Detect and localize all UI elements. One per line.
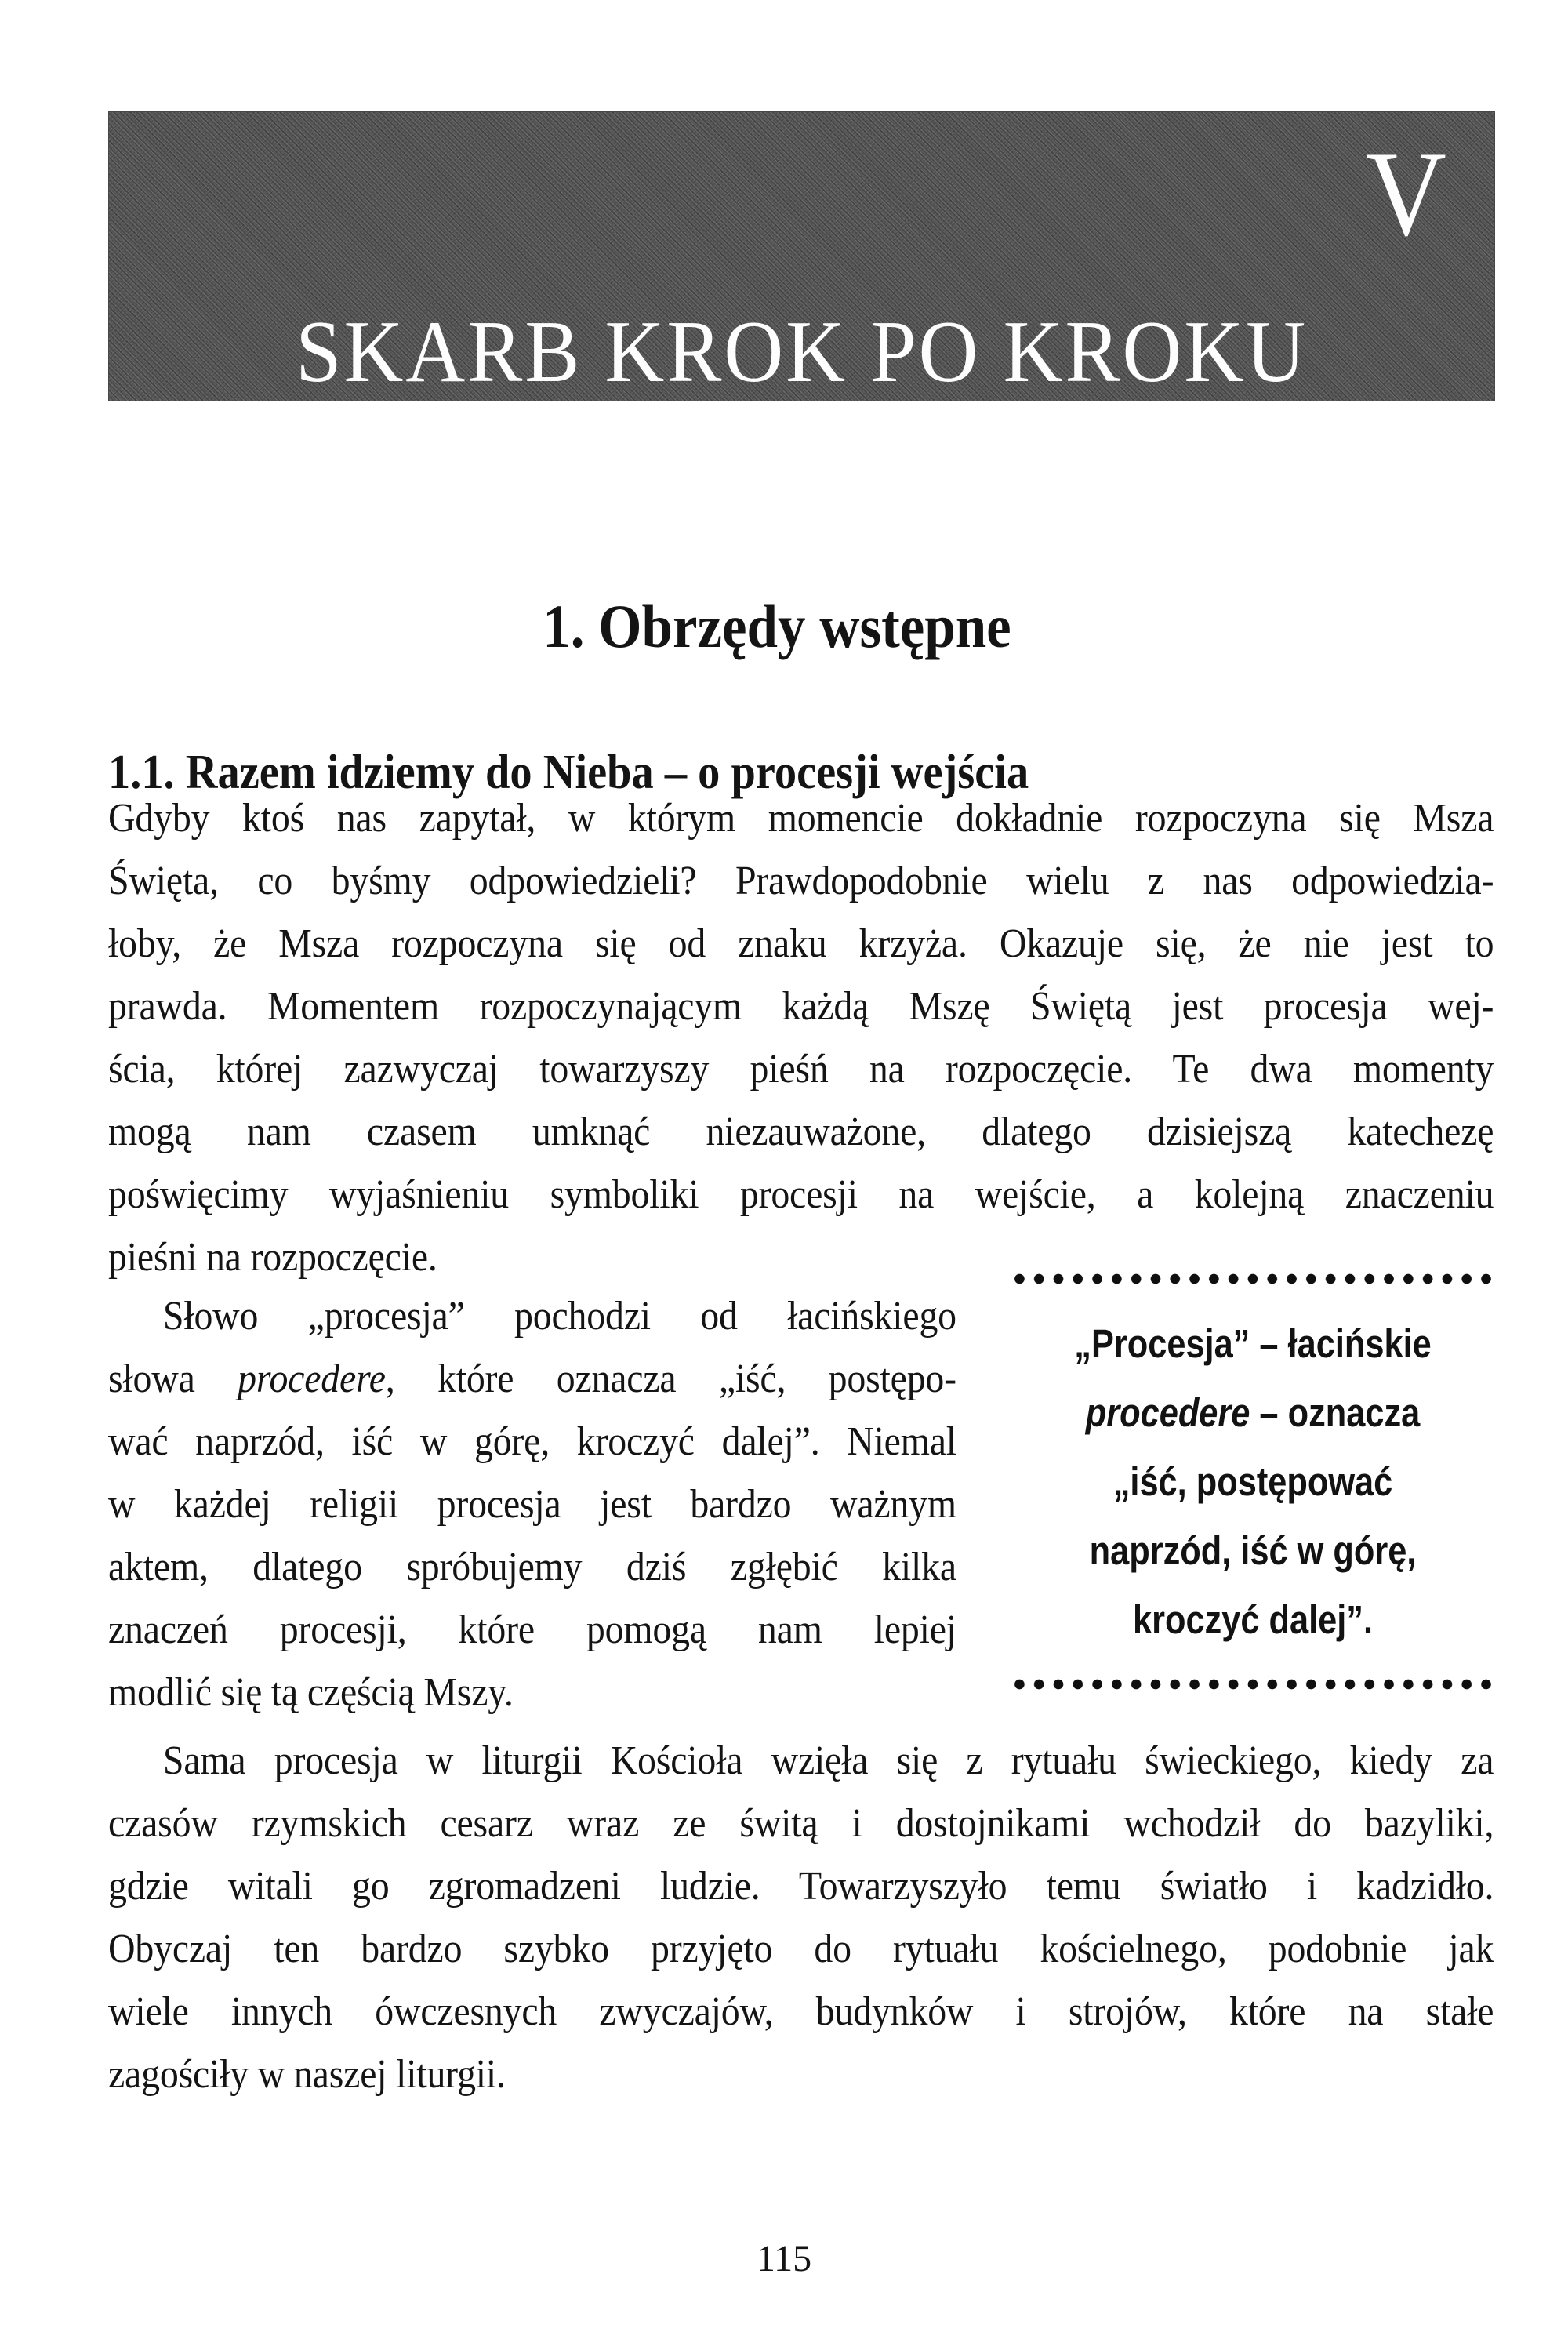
text-segment: , które oznacza „iść, postępo- xyxy=(385,1357,956,1401)
text-line: zagościły w naszej liturgii. xyxy=(108,2052,506,2097)
page-number: 115 xyxy=(756,2238,812,2279)
subsection-heading: 1.1. Razem idziemy do Nieba – o procesji wejścia xyxy=(108,746,1029,800)
chapter-number: V xyxy=(1366,126,1446,261)
text-line: wać naprzód, iść w górę, kroczyć dalej”. Niemal xyxy=(108,1419,956,1464)
text-line xyxy=(108,1348,956,1411)
callout-line: kroczyć dalej”. xyxy=(1132,1597,1373,1642)
text-line: poświęcimy wyjaśnieniu symboliki procesji na wejście, a kolejną znaczeniu xyxy=(108,1172,1494,1217)
callout-line: „Procesja” – łacińskie xyxy=(1074,1321,1432,1366)
text-line: Słowo „procesja” pochodzi od łacińskiego xyxy=(162,1294,956,1339)
text-segment: słowa xyxy=(108,1357,238,1401)
intro-paragraph xyxy=(108,787,1494,1289)
history-paragraph xyxy=(108,1730,1494,2106)
text-line: pieśni na rozpoczęcie. xyxy=(108,1235,437,1280)
callout-line: „iść, postępować xyxy=(1112,1459,1393,1504)
procession-paragraph xyxy=(108,1285,956,1724)
text-line: aktem, dlatego spróbujemy dziś zgłębić kilka xyxy=(108,1545,956,1589)
text-line: czasów rzymskich cesarz wraz ze świtą i dostojnikami wchodził do bazyliki, xyxy=(108,1801,1494,1846)
definition-callout xyxy=(1010,1273,1496,1697)
text-line: łoby, że Msza rozpoczyna się od znaku krzyża. Okazuje się, że nie jest to xyxy=(108,921,1494,966)
text-line: Obyczaj ten bardzo szybko przyjęto do rytuału kościelnego, podobnie jak xyxy=(108,1927,1494,1971)
text-line: modlić się tą częścią Mszy. xyxy=(108,1670,514,1715)
text-line: gdzie witali go zgromadzeni ludzie. Towarzyszyło temu światło i kadzidło. xyxy=(108,1864,1494,1909)
dotted-rule-bottom xyxy=(1010,1679,1496,1690)
text-line: wiele innych ówczesnych zwyczajów, budynków i strojów, które na stałe xyxy=(108,1989,1494,2034)
callout-text xyxy=(1010,1309,1497,1655)
section-heading: 1. Obrzędy wstępne xyxy=(543,592,1011,661)
text-line: Sama procesja w liturgii Kościoła wzięła się z rytuału świeckiego, kiedy za xyxy=(162,1738,1494,1783)
latin-term: procedere xyxy=(238,1357,386,1401)
text-line: w każdej religii procesja jest bardzo ważnym xyxy=(108,1482,956,1527)
dotted-rule-top xyxy=(1010,1273,1496,1284)
text-line: mogą nam czasem umknąć niezauważone, dlatego dzisiejszą katechezę xyxy=(108,1110,1494,1154)
callout-line: naprzód, iść w górę, xyxy=(1089,1528,1417,1573)
text-line: ścia, której zazwyczaj towarzyszy pieśń na rozpoczęcie. Te dwa momenty xyxy=(108,1047,1494,1092)
text-line: prawda. Momentem rozpoczynającym każdą Mszę Świętą jest procesja wej- xyxy=(108,984,1494,1029)
latin-term: procedere xyxy=(1085,1390,1250,1435)
text-line: Gdyby ktoś nas zapytał, w którym momencie dokładnie rozpoczyna się Msza xyxy=(108,796,1494,841)
text-segment: – oznacza xyxy=(1250,1390,1421,1435)
text-line: Święta, co byśmy odpowiedzieli? Prawdopodobnie wielu z nas odpowiedzia- xyxy=(108,859,1494,903)
chapter-banner xyxy=(108,111,1495,401)
callout-line xyxy=(1010,1378,1497,1448)
text-line: znaczeń procesji, które pomogą nam lepiej xyxy=(108,1607,956,1652)
chapter-title: SKARB KROK PO KROKU xyxy=(296,303,1308,401)
